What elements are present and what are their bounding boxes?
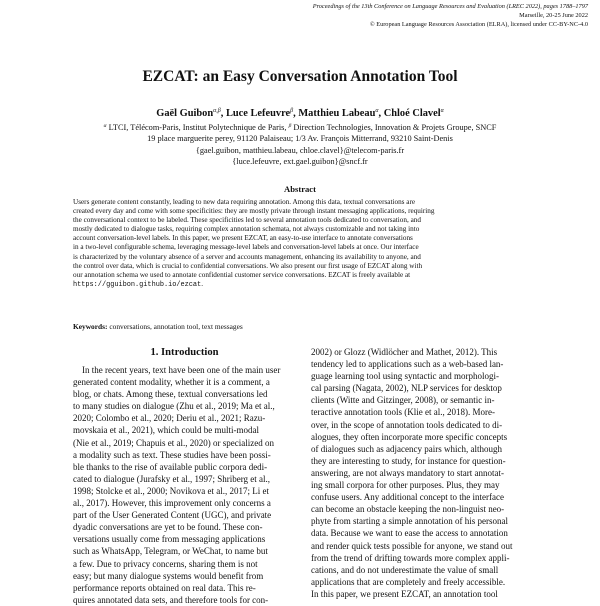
body-line: to many studies on dialogue (Zhu et al., 2019; Ma et al., xyxy=(73,401,275,412)
body-line: part of the User Generated Content (UGC), and private xyxy=(73,510,272,521)
body-line: can become an obstacle keeping the non-linguist neo- xyxy=(311,504,505,515)
body-line: cated to dialogue (Jurafsky et al., 1997; Shriberg et al., xyxy=(73,473,271,484)
body-line: cations, and do not underestimate the value of small xyxy=(311,564,499,575)
abstract-line: account conversation-level labels. In this paper, we present EZCAT, an easy-to-use interface to annotate conversations xyxy=(73,234,413,243)
right-column xyxy=(311,346,537,600)
body-line: In the recent years, text have been one of the main user xyxy=(82,365,281,375)
proceedings-header xyxy=(148,2,588,30)
email-line-1: {gael.guibon, matthieu.labeau, chloe.clavel}@telecom-paris.fr xyxy=(195,145,405,155)
venue-line: Marseille, 20-25 June 2022 xyxy=(519,12,588,20)
body-line: dyadic conversations are yet to be found. These con- xyxy=(73,522,263,533)
keywords xyxy=(73,322,527,331)
keywords-label: Keywords: xyxy=(73,322,108,331)
body-line: cal parsing (Nagata, 2002), NLP services for desktop xyxy=(311,383,502,394)
abstract-body xyxy=(73,198,527,290)
abstract-line: mostly dedicated to dialogue tasks, requiring complex annotation schemata, not always customizable and not taking into xyxy=(73,225,420,234)
body-line: of dialogues such as adjacency pairs which, although xyxy=(311,443,502,454)
body-line: versations usually come from messaging applications xyxy=(73,534,266,545)
body-line: applications that are completely and freely accessible. xyxy=(311,576,506,587)
body-line: from the trend of drifting towards more complex appli- xyxy=(311,552,510,563)
body-line: a modality such as text. These studies have been possi- xyxy=(73,449,271,460)
body-line: ing small corpora for other purposes. Plus, they may xyxy=(311,480,500,491)
author-2: Luce Lefeuvre$^\beta$, xyxy=(225,108,299,119)
section-heading-introduction: 1. Introduction xyxy=(150,347,219,358)
abstract-line: our annotation schema we used to annotate confidential customer service conversations. EZCAT is freely available at xyxy=(73,270,411,279)
body-line: a few. Due to privacy concerns, sharing them is not xyxy=(73,558,258,569)
body-line: and render quick tests possible for anyone, we stand out xyxy=(311,540,513,551)
body-line: blog, or chats. Among these, textual conversations led xyxy=(73,389,268,400)
body-line: (Nie et al., 2019; Chapuis et al., 2020) or specialized on xyxy=(73,437,274,448)
author-list xyxy=(0,108,600,119)
body-line: generated content modality, whether it is a comment, a xyxy=(73,377,270,388)
body-line: In this paper, we present EZCAT, an annotation tool xyxy=(311,588,498,599)
project-url-link[interactable]: https://gguibon.github.io/ezcat xyxy=(73,280,202,289)
author-4: Chloé Clavel$^\alpha$ xyxy=(383,108,444,119)
body-line: ble thanks to the rise of available public corpora dedi- xyxy=(73,461,268,472)
body-line: performance reports obtained on real data. This re- xyxy=(73,582,256,593)
proceedings-line: Proceedings of the 13th Conference on Language Resources and Evaluation (LREC 2022), pages 1788–1797 xyxy=(312,3,588,10)
abstract-line: created every day and come with some specificities: they are mostly private through instant messaging applications, requiring xyxy=(73,207,435,216)
body-line: quires annotated data sets, and therefore tools for con- xyxy=(73,594,269,605)
body-line: 2020; Colombo et al., 2020; Deriu et al., 2021; Razu- xyxy=(73,413,266,424)
body-line: over, in the scope of annotation tools dedicated to di- xyxy=(311,419,503,430)
email-line-2: {luce.lefeuvre, ext.gael.guibon}@sncf.fr xyxy=(232,157,368,167)
author-3: Matthieu Labeau$^\alpha$, xyxy=(298,108,384,119)
body-line: answering, are not always mandatory to start annotat- xyxy=(311,467,504,478)
abstract-url-line: https://gguibon.github.io/ezcat. xyxy=(73,279,203,289)
body-line: clients (Witte and Gitzinger, 2008), or semantic in- xyxy=(311,395,495,406)
paper-title: EZCAT: an Easy Conversation Annotation Tool xyxy=(142,68,458,85)
abstract-line: is characterized by the voluntary absence of a server and accounts management, enhancing its availability to anyone, and xyxy=(73,252,421,261)
body-line: movskaia et al., 2021), which could be multi-modal xyxy=(73,425,259,436)
body-line: al., 2017). However, this improvement only concerns a xyxy=(73,498,271,509)
body-line: 2002) or Glozz (Widlöcher and Mathet, 2012). This xyxy=(311,347,498,357)
body-line: teractive annotation tools (Klie et al., 2018). More- xyxy=(311,407,495,418)
body-line: alogues, they often incorporate more specific concepts xyxy=(311,431,508,442)
body-line: phyte from starting a simple annotation of his personal xyxy=(311,516,508,527)
body-line: easy; but many dialogue systems would benefit from xyxy=(73,570,264,581)
license-line: © European Language Resources Association (ELRA), licensed under CC-BY-NC-4.0 xyxy=(369,21,588,29)
body-line: 1998; Stolcke et al., 2000; Novikova et al., 2017; Li et xyxy=(73,485,269,496)
abstract-line: the conversational context to be labeled. These specificities led to several annotation tools dedicated to conversation, and xyxy=(73,216,421,225)
abstract-line: the control over data, which is crucial to confidential conversations. We also present our first usage of EZCAT along with xyxy=(73,261,423,270)
body-line: they are interesting to study, for instance for question- xyxy=(311,455,506,466)
body-line: data. Because we want to ease the access to annotation xyxy=(311,528,508,539)
body-line: guage learning tool using syntactic and morphologi- xyxy=(311,371,499,382)
body-line: tendency led to applications such as a web-based lan- xyxy=(311,359,504,370)
body-line: such as WhatsApp, Telegram, or WeChat, to name but xyxy=(73,546,268,557)
left-column xyxy=(73,364,297,606)
affiliations xyxy=(0,121,600,168)
affiliation-line-2: 19 place marguerite perey, 91120 Palaiseau; 1/3 Av. François Mitterrand, 93210 Saint-Denis xyxy=(147,134,453,144)
abstract-heading: Abstract xyxy=(284,184,316,194)
abstract-line: Users generate content constantly, leading to new data requiring annotation. Among this data, textual conversations are xyxy=(73,198,416,206)
affiliation-line-1: $^\alpha$ LTCI, Télécom-Paris, Institut Polytechnique de Paris, $^\beta$ Direction Technologies, Innovation & Projets Groupe, SNCF xyxy=(103,123,497,132)
abstract-line: in a two-level configurable schema, leveraging message-level labels and conversation-level labels at once. Our interface xyxy=(73,243,419,252)
author-1: Gaël Guibon$^{\alpha,\beta}$, xyxy=(156,108,226,119)
keywords-text: conversations, annotation tool, text messages xyxy=(107,322,243,331)
body-line: confuse users. Any additional concept to the interface xyxy=(311,492,504,503)
